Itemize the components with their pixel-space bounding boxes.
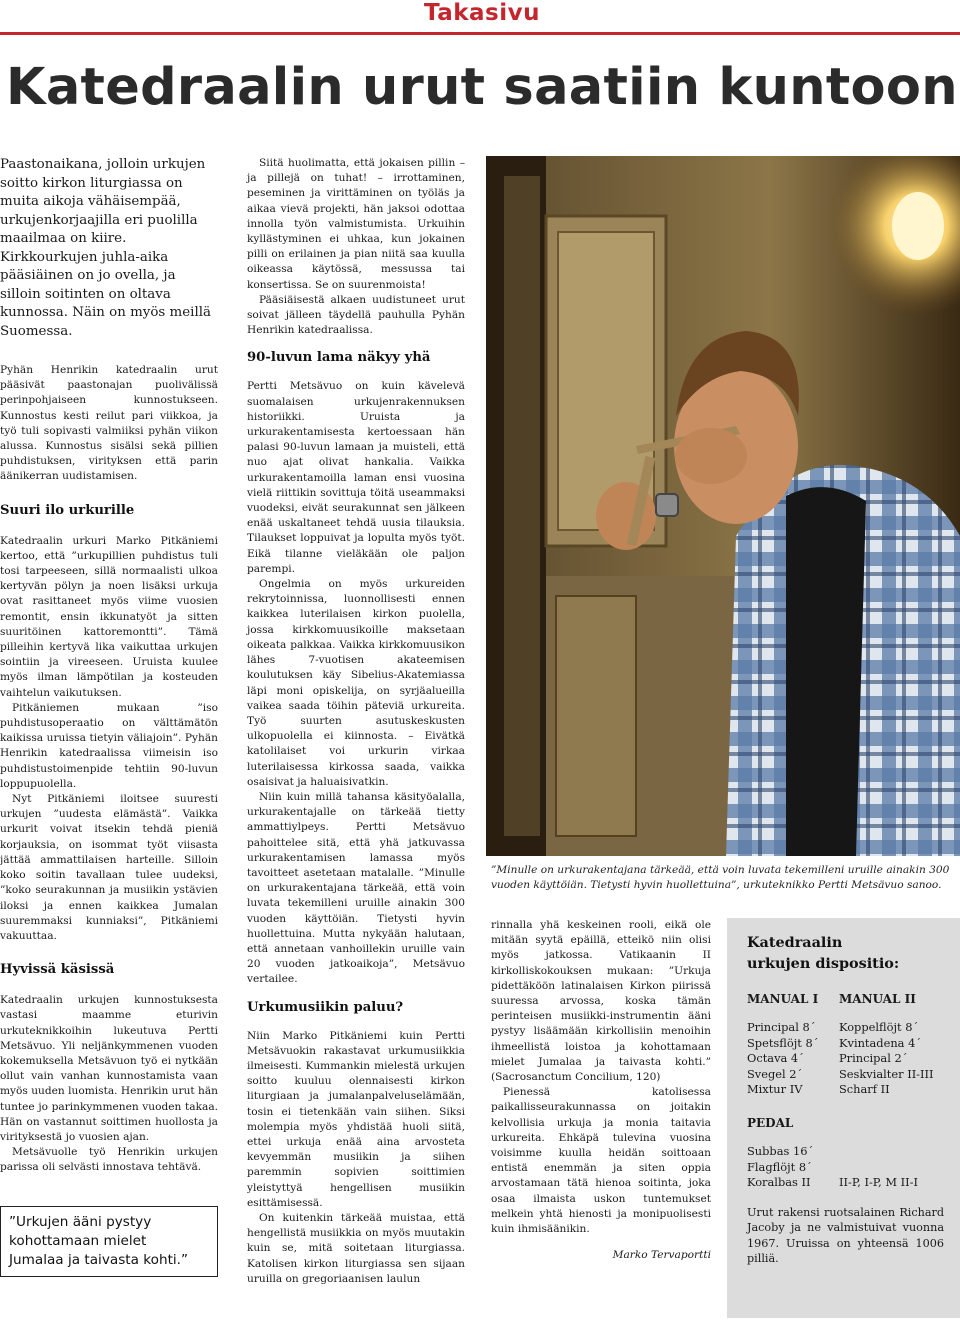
pull-quote-line: ”Urkujen ääni pystyy: [9, 1213, 152, 1230]
pull-quote: [0, 1206, 218, 1277]
stop-name: Flagflöjt 8´: [747, 1159, 812, 1174]
disposition-title-line: urkujen dispositio:: [747, 955, 900, 972]
column-3-body: [491, 918, 711, 1237]
disposition-box: [727, 918, 960, 1318]
pull-quote-line: Jumalaa ja taivasta kohti.”: [9, 1251, 189, 1268]
column-1-body: [0, 363, 218, 1176]
stop-name: Scharf II: [839, 1082, 890, 1097]
disposition-note: Urut rakensi ruotsalainen Richard Jacoby ja ne valmistuivat vuonna 1967. Uruissa on yhteensä 1006 pilliä.: [747, 1205, 944, 1265]
stop-row: [747, 1051, 944, 1067]
pedal-header: PEDAL: [747, 1115, 794, 1130]
stop-name: Seskvialter II-III: [839, 1066, 934, 1081]
paragraph: rinnalla yhä keskeinen rooli, eikä ole mitään syytä epäillä, etteikö niin olisi myös jatkossa. Vatikaanin II kirkolliskokouksen mukaan: ”Urkuja pidettäköön latinalaisen Kirkon piirissä suuressa arvossa, koska tämän perinteisen musiikki-instrumentin ääni pystyy lisäämään kirkollisiin menoihin ihmeellistä loistoa ja kohottamaan mielet Jumalaa ja taivasta kohti.” (Sacrosanctum Concilium, 120): [491, 919, 711, 1084]
stop-row: [747, 1144, 944, 1160]
stop-row: [747, 1160, 944, 1176]
headline: Katedraalin urut saatiin kuntoon: [6, 58, 958, 117]
photo-caption: ”Minulle on urkurakentajana tärkeää, että voin luvata tekemilleni uruille ainakin 300 vuoden käyttöiän. Tietysti hyvin huollettuina”, urkuteknikko Pertti Metsävuo sanoo.: [491, 864, 950, 891]
stop-name: Koralbas II: [747, 1175, 811, 1190]
subheading-ilo: Suuri ilo urkurille: [0, 502, 135, 518]
paragraph: Niin Marko Pitkäniemi kuin Pertti Metsävuokin rakastavat urkumusiikkia ilmeisesti. Kummankin mielestä urkujen soitto kuuluu olennaisesti kirkon liturgiaan ja jumalanpalveluselämään, tosin ei tietenkään vain siihen. Siksi molempia myös yhdistää huoli siitä, ettei urkuja enää aina arvosteta kevyemmän musiikin ja siihen paremmin sopivien soittimien yleistyttyä hengellisen musiikin esittämisessä.: [247, 1029, 465, 1209]
stop-row: [747, 1082, 944, 1098]
paragraph: Pitkäniemen mukaan ”iso puhdistusoperaatio on välttämätön kaikissa uruissa tietyin väliajoin”. Pyhän Henrikin katedraalissa viimeisin iso puhdistustoimenpide tehtiin 90-luvun loppupuolella.: [0, 701, 218, 790]
stop-name: Svegel 2´: [747, 1066, 803, 1081]
paragraph: Katedraalin urkuri Marko Pitkäniemi kertoo, että ”urkupillien puhdistus tuli tosi tarpeeseen, sillä normaalisti ulkoa kertyvän pölyn ja noen lisäksi urkuja ovat rasittaneet myös viime vuosien remontit, ensin ikkunatyöt ja sitten suuritöinen kattoremontti”. Tämä pilleihin kertyvä lika vaikuttaa urkujen sointiin ja vireeseen. Uruista kuulee myös ilman lämpötilan ja kosteuden vaihtelun vaikutuksen.: [0, 534, 218, 699]
intro-paragraph: Pyhän Henrikin katedraalin urut pääsivät paastonajan puolivälissä perinpohjaiseen kunnostukseen. Kunnostus kesti reilut pari viikkoa, ja työ tuli sopivasti valmiiksi pyhän viikon alussa. Kunnostus sisälsi sekä pillien puhdistuksen, virityksen että parin äänikerran uudistamisen.: [0, 364, 218, 483]
subheading-paluu: Urkumusiikin paluu?: [247, 999, 404, 1015]
stop-row: [747, 1067, 944, 1083]
column-2: [247, 156, 465, 1287]
paragraph: Katedraalin urkujen kunnostuksesta vastasi maamme eturivin urkuteknikkoihin lukeutuva Pertti Metsävuo. Yli neljänkymmenen vuoden kokemuksella Metsävuon työ ei nytkään ollut vain vanhan kunnostamista vaan myös uuden luomista. Henrikin urut hän tuntee jo parinkymmenen vuoden takaa. Hän on vastannut soittimen huollosta ja virityksestä jo vuosien ajan.: [0, 994, 218, 1143]
manual-1-header: MANUAL I: [747, 992, 819, 1006]
header-rule: [0, 32, 960, 35]
subheading-lama: 90-luvun lama näkyy yhä: [247, 350, 431, 366]
disposition-title: [747, 932, 944, 974]
photo-organ-technician: [486, 156, 960, 856]
subheading-kasi: Hyvissä käsissä: [0, 962, 115, 978]
paragraph: Niin kuin millä tahansa käsityöalalla, urkurakentajalle on tärkeää tietty ammattiylpeys. Pertti Metsävuo pahoittelee sitä, että yhä jatkuvassa urkurakentamisen lamassa myös tavoitteet asetetaan matalalle. ”Minulle on urkurakentajana tärkeää, että voin luvata tekemilleni uruille ainakin 300 vuoden käyttöiän. Tietysti hyvin huollettuina. Mutta nykyään halutaan, että annetaan vanhoillekin uruille vain 20 vuoden jatkoaikoja”, Metsävuo vertailee.: [247, 790, 465, 986]
stop-name: Kvintadena 4´: [839, 1035, 922, 1050]
stop-row: [747, 1020, 944, 1036]
stop-row: [747, 1175, 944, 1191]
stop-name: Octava 4´: [747, 1051, 804, 1066]
paragraph: Pertti Metsävuo on kuin kävelevä suomalaisen urkujenrakennuksen historiikki. Uruista ja urkurakentamisesta kertoessaan hän palasi 90-luvun lamaan ja muisteli, että nuo ajat olivat hankalia. Vaikka urkurakentamoilla laman ensi vuosina vielä riittikin sovittuja töitä useammaksi vuodeksi, eivät seurakunnat sen jälkeen enää uskaltaneet tehdä uusia tilauksia. Tilaukset loppuivat ja lopulta myös työt. Eikä tilanne vieläkään ole paljon parempi.: [247, 380, 465, 575]
column-1: [0, 156, 218, 1277]
paragraph: On kuitenkin tärkeää muistaa, että hengellistä musiikkia on myös muutakin kuin se, mitä soitetaan liturgiassa. Katolisen kirkon liturgiassa sen sijaan uruilla on gregoriaanisen laulun: [247, 1212, 465, 1285]
disposition-title-line: Katedraalin: [747, 934, 843, 951]
photo-illustration: [486, 156, 960, 856]
stop-row: [747, 1036, 944, 1052]
lead-paragraph: Paastonaikana, jolloin urkujen soitto kirkon liturgiassa on muita aikoja vähäisempää, urkujenkorjaajilla eri puolilla maailmaa on kiire. Kirkkourkujen juhla-aika pääsiäinen on jo ovella, ja silloin soitinten on oltava kunnossa. Näin on myös meillä Suomessa.: [0, 157, 212, 339]
paragraph: Metsävuolle työ Henrikin urkujen parissa oli selvästi innostava tehtävä.: [0, 1146, 218, 1174]
column-2-body: [247, 156, 465, 1287]
pull-quote-line: kohottamaan mielet: [9, 1232, 147, 1249]
section-tag: Takasivu: [424, 0, 541, 26]
stop-name: Principal 2´: [839, 1051, 908, 1066]
manual-2-header: MANUAL II: [839, 992, 916, 1006]
paragraph: Nyt Pitkäniemi iloitsee suuresti urkujen ”uudesta elämästä”. Vaikka urkurit voivat itsekin tehdä pieniä korjauksia, on isommat työt viisasta jättää ammattilaisen harteille. Silloin koko soitin tavallaan tulee uudeksi, ”koko seurakunnan ja musiikin ystävien iloksi ja ennen kaikkea Jumalan suuremmaksi kunniaksi”, Pitkäniemi vakuuttaa.: [0, 793, 218, 942]
paragraph: Ongelmia on myös urkureiden rekrytoinnissa, luonnollisesti ennen kaikkea luterilaisen kirkon puolella, jossa kirkkomuusikoille maksetaan oikeata palkkaa. Vaikka kirkkomuusikon lähes 7-vuotisen akateemisen koulutuksen käy Sibelius-Akatemiassa läpi moni opiskelija, on syrjäalueilla vaikea saada töihin päteviä urkureita. Työ suurten asutuskeskusten ulkopuolella ei kiinnosta. – Eivätkä katolilaiset voi urkurin virkaa luterilaisessa kirkossa saada, vaikka osaisivat ja haluaisivatkin.: [247, 578, 465, 788]
column-3: [491, 918, 711, 1261]
paragraph: Pääsiäisestä alkaen uudistuneet urut soivat jälleen täydellä pauhulla Pyhän Henrikin katedraalissa.: [247, 293, 465, 337]
byline: Marko Tervaportti: [612, 1249, 711, 1262]
stop-name: Subbas 16´: [747, 1143, 814, 1158]
manual-stops: [747, 1020, 944, 1098]
stop-name: Spetsflöjt 8´: [747, 1035, 819, 1050]
stop-name: Principal 8´: [747, 1020, 816, 1034]
coupler-info: II-P, I-P, M II-I: [839, 1175, 919, 1190]
stop-name: Mixtur IV: [747, 1082, 803, 1097]
paragraph: Pienessä katolisessa paikallisseurakunnassa on joitakin kelvollisia urkuja ja monia taitavia urkureita. Ehkäpä tulevina vuosina voisimme kuulla heidän soittoaan entistä enemmän ja siten oppia arvostamaan tätä hienoa soitinta, joka osaa ilmaista uskon tuntemukset melkein yhtä hienosti ja monipuolisesti kuin ihmisäänikin.: [491, 1086, 711, 1236]
stop-name: Koppelflöjt 8´: [839, 1020, 919, 1034]
pedal-stops: [747, 1144, 944, 1191]
manual-headers: [747, 992, 944, 1006]
paragraph: Siitä huolimatta, että jokaisen pillin – ja pillejä on tuhat! – irrottaminen, peseminen ja virittäminen on työläs ja aikaa vievä projekti, hän jaksoi odottaa innolla työn valmistumista. Urkuihin kyllästyminen ei uhkaa, kun jokainen pilli on erilainen ja pian niitä saa kuulla oikeassa käytössä, messussa tai konsertissa. Se on suurenmoista!: [247, 157, 465, 291]
